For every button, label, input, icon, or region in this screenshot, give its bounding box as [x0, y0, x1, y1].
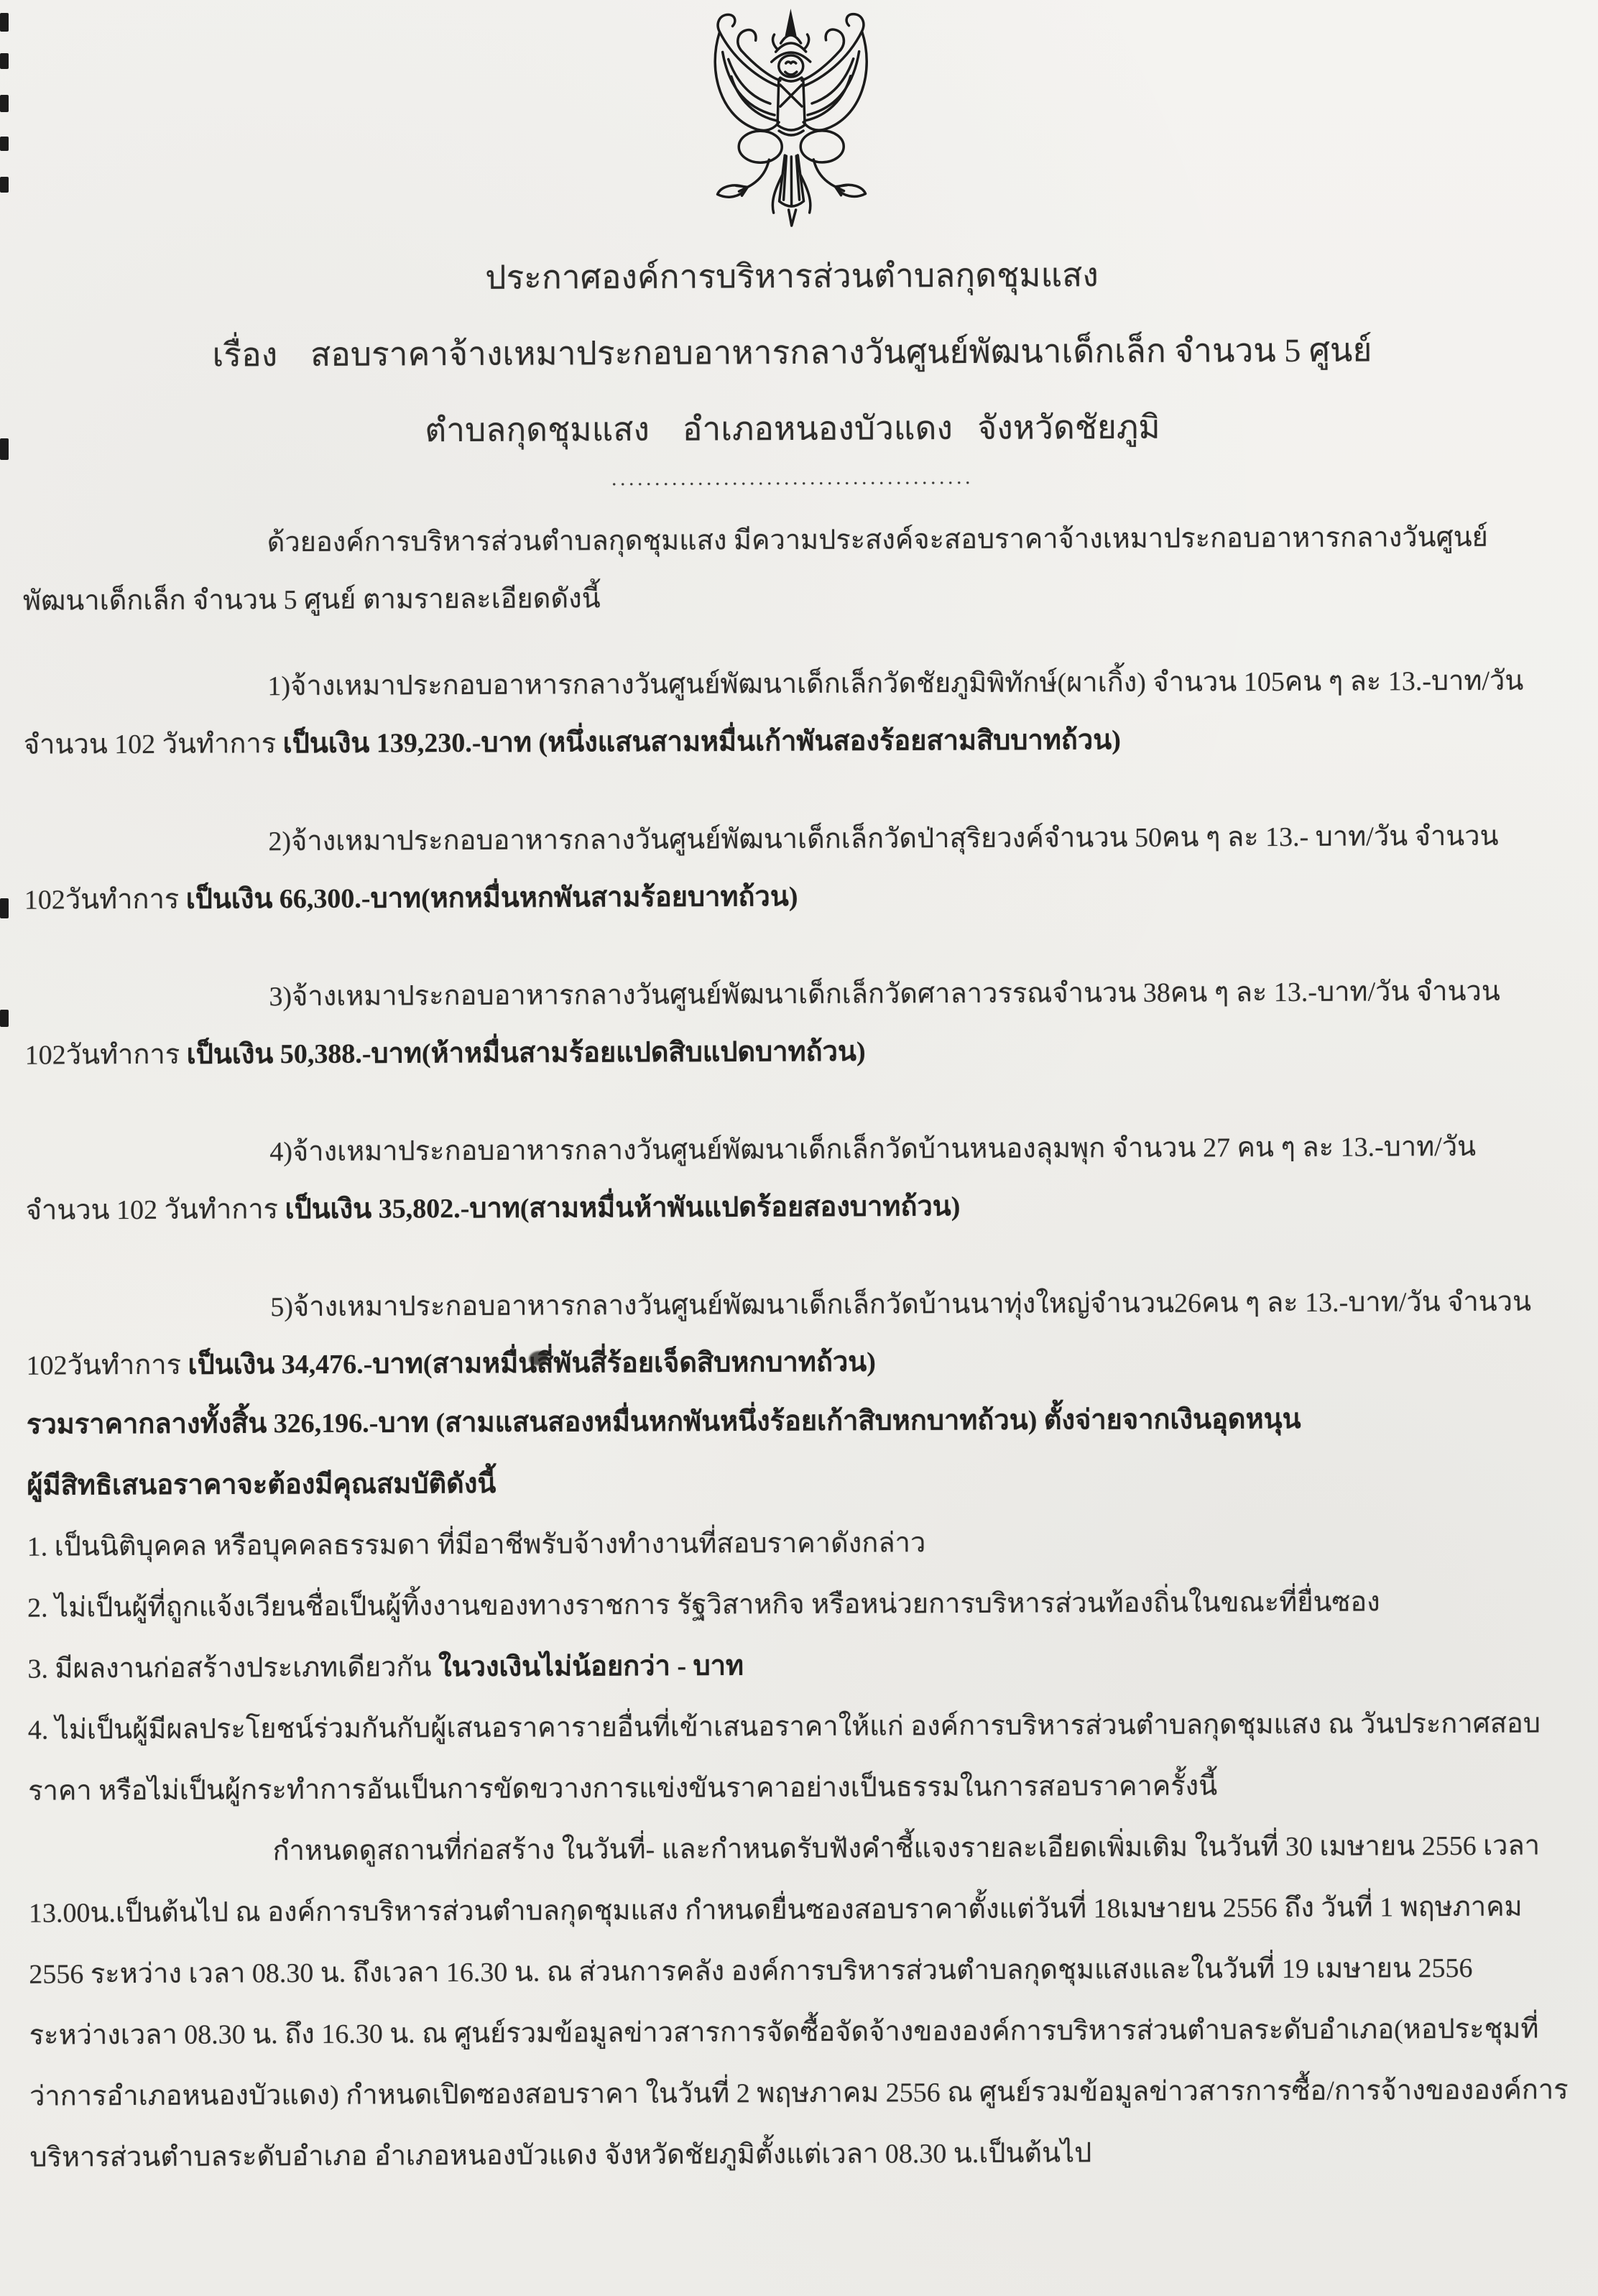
item-amount: เป็นเงิน 34,476.-บาท(สามหมื่นสี่พันสี่ร้อยเจ็ดสิบหกบาทถ้วน) — [188, 1347, 876, 1380]
item-description: 3)จ้างเหมาประกอบอาหารกลางวันศูนย์พัฒนาเด็กเล็กวัดศาลาวรรณจำนวน 38คน ๆ ละ 13.-บาท/วัน จำนวน 102วันทำการ — [24, 976, 1500, 1071]
schedule-paragraph: กำหนดดูสถานที่ก่อสร้าง ในวันที่- และกำหนดรับฟังคำชี้แจงรายละเอียดเพิ่มเติม ในวันที่ 30 เมษายน 2556 เวลา 13.00น.เป็นต้นไป ณ องค์การบริหารส่วนตำบลกุดชุมแสง กำหนดยื่นซองสอบราคาตั้งแต่วันที่ 18เมษายน 2556 ถึง วันที่ 1 พฤษภาคม 2556 ระหว่าง เวลา 08.30 น. ถึงเวลา 16.30 น. ณ ส่วนการคลัง องค์การบริหารส่วนตำบลกุดชุมแสงและในวันที่ 19 เมษายน 2556 ระหว่างเวลา 08.30 น. ถึง 16.30 น. ณ ศูนย์รวมข้อมูลข่าวสารการจัดซื้อจัดจ้างขององค์การบริหารส่วนตำบลระดับอำเภอ(หอประชุมที่ว่าการอำเภอหนองบัวแดง) กำหนดเปิดซองสอบราคา ในวันที่ 2 พฤษภาคม 2556 ณ ศูนย์รวมข้อมูลข่าวสารการซื้อ/การจ้างขององค์การบริหารส่วนตำบลระดับอำเภอ อำเภอหนองบัวแดง จังหวัดชัยภูมิตั้งแต่เวลา 08.30 น.เป็นต้นไป — [28, 1830, 1569, 2173]
qualifications-heading: ผู้มีสิทธิเสนอราคาจะต้องมีคุณสมบัติดังนี้ — [27, 1468, 497, 1501]
subject-line: เรื่อง สอบราคาจ้างเหมาประกอบอาหารกลางวันศูนย์พัฒนาเด็กเล็ก จำนวน 5 ศูนย์ — [212, 331, 1372, 374]
qualification-item — [27, 1510, 1568, 1577]
page-title: ประกาศองค์การบริหารส่วนตำบลกุดชุมแสง — [485, 257, 1099, 296]
procurement-item — [24, 807, 1565, 928]
item-amount: เป็นเงิน 35,802.-บาท(สามหมื่นห้าพันแปดร้อยสองบาทถ้วน) — [285, 1191, 961, 1225]
item-amount: เป็นเงิน 66,300.-บาท(หกหมื่นหกพันสามร้อยบาทถ้วน) — [185, 882, 798, 915]
qualification-bold-text: ในวงเงินไม่น้อยกว่า - บาท — [438, 1651, 744, 1683]
document-title-block — [22, 235, 1563, 470]
garuda-emblem-icon — [693, 5, 888, 229]
total-price-line: รวมราคากลางทั้งสิ้น 326,196.-บาท (สามแสนสองหมื่นหกพันหนึ่งร้อยเก้าสิบหกบาทถ้วน) ตั้งจ่ายจากเงินอุดหนุน — [26, 1403, 1301, 1440]
item-description: 2)จ้างเหมาประกอบอาหารกลางวันศูนย์พัฒนาเด็กเล็กวัดป่าสุริยวงค์จำนวน 50คน ๆ ละ 13.- บาท/วัน จำนวน 102วันทำการ — [24, 821, 1499, 916]
dotted-divider: .......................................... — [611, 466, 974, 491]
qualification-text: 1. เป็นนิติบุคคล หรือบุคคลธรรมดา ที่มีอาชีพรับจ้างทำงานที่สอบราคาดังกล่าว — [27, 1528, 926, 1562]
location-line: ตำบลกุดชุมแสง อำเภอหนองบัวแดง จังหวัดชัยภูมิ — [425, 408, 1160, 449]
procurement-item — [24, 962, 1566, 1084]
item-description: 4)จ้างเหมาประกอบอาหารกลางวันศูนย์พัฒนาเด็กเล็กวัดบ้านหนองลุมพุก จำนวน 27 คน ๆ ละ 13.-บาท/วัน จำนวน 102 วันทำการ — [25, 1131, 1477, 1226]
procurement-item — [23, 652, 1564, 773]
procurement-item — [25, 1117, 1566, 1239]
qualification-text: 2. ไม่เป็นผู้ที่ถูกแจ้งเวียนชื่อเป็นผู้ทิ้งงานของทางราชการ รัฐวิสาหกิจ หรือหน่วยการบริหารส่วนท้องถิ่นในขณะที่ยื่นซอง — [27, 1587, 1380, 1623]
qualification-item — [27, 1632, 1568, 1700]
procurement-items-list — [23, 652, 1566, 1394]
qualification-text: 3. มีผลงานก่อสร้างประเภทเดียวกัน — [27, 1652, 439, 1684]
qualification-text: 4. ไม่เป็นผู้มีผลประโยชน์ร่วมกันกับผู้เสนอราคารายอื่นที่เข้าเสนอราคาให้แก่ องค์การบริหารส่วนตำบลกุดชุมแสง ณ วันประกาศสอบราคา หรือไม่เป็นผู้กระทำการอันเป็นการขัดขวางการแข่งขันราคาอย่างเป็นธรรมในการสอบราคาครั้งนี้ — [27, 1708, 1541, 1807]
intro-paragraph: ด้วยองค์การบริหารส่วนตำบลกุดชุมแสง มีความประสงค์จะสอบราคาจ้างเหมาประกอบอาหารกลางวันศูนย์พัฒนาเด็กเล็ก จำนวน 5 ศูนย์ ตามรายละเอียดดังนี้ — [22, 522, 1488, 617]
item-amount: เป็นเงิน 139,230.-บาท (หนึ่งแสนสามหมื่นเก้าพันสองร้อยสามสิบบาทถ้วน) — [282, 725, 1121, 760]
qualification-item — [27, 1571, 1568, 1638]
qualification-item — [28, 1693, 1569, 1822]
item-amount: เป็นเงิน 50,388.-บาท(ห้าหมื่นสามร้อยแปดสิบแปดบาทถ้วน) — [186, 1036, 866, 1070]
item-description: 1)จ้างเหมาประกอบอาหารกลางวันศูนย์พัฒนาเด็กเล็กวัดชัยภูมิพิทักษ์(ผาเกิ้ง) จำนวน 105คน ๆ ละ 13.-บาท/วัน จำนวน 102 วันทำการ — [23, 665, 1524, 760]
item-description: 5)จ้างเหมาประกอบอาหารกลางวันศูนย์พัฒนาเด็กเล็กวัดบ้านนาทุ่งใหญ่จำนวน26คน ๆ ละ 13.-บาท/วัน จำนวน 102วันทำการ — [26, 1286, 1532, 1381]
procurement-item — [26, 1273, 1567, 1394]
